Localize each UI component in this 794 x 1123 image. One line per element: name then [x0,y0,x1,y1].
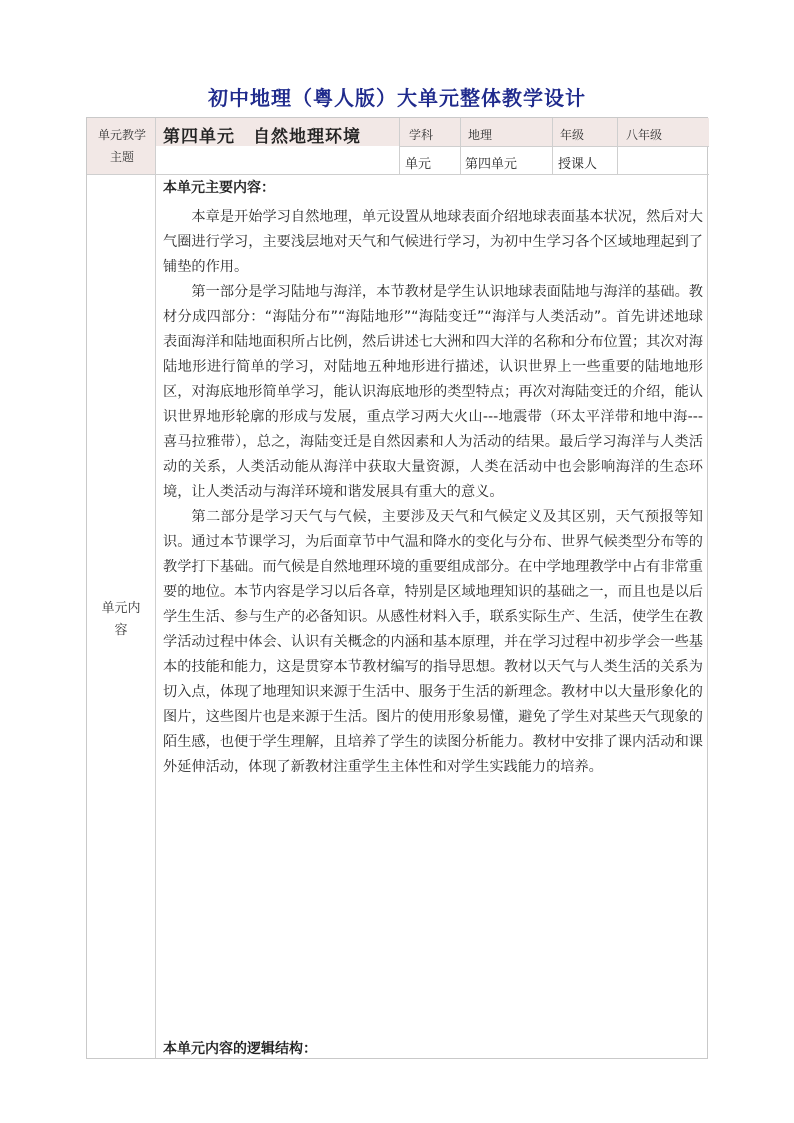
unit-label: 单元 [405,157,432,172]
teacher-label: 授课人 [558,157,598,172]
theme-label: 单元教学主题 [97,128,146,164]
page-title: 初中地理（粤人版）大单元整体教学设计 [208,86,586,110]
main-heading: 本单元主要内容： [163,180,275,196]
info-row-cell [399,118,709,146]
grade-value: 八年级 [626,128,663,142]
paragraph-part-two: 第二部分是学习天气与气候，主要涉及天气和气候定义及其区别，天气预报等知识。通过本节课学习，为后面章节中气温和降水的变化与分布、世界气候类型分布等的教学打下基础。而气候是自然地理环境的重要组成部分。在中学地理教学中占有非常重要的地位。本节内容是学习以后各章，特别是区域地理知识的基础之一，而且也是以后学生生活、参与生产的必备知识。从感性材料入手，联系实际生产、生活，使学生在教学活动过程中体会、认识有关概念的内涵和基本原理，并在学习过程中初步学会一些基本的技能和能力，这是贯穿本节教材编写的指导思想。教材以天气与人类生活的关系为切入点，体现了地理知识来源于生活中、服务于生活的新理念。教材中以大量形象化的图片，这些图片也是来源于生活。图片的使用形象易懂，避免了学生对某些天气现象的陌生感，也便于学生理解，且培养了学生的读图分析能力。教材中安排了课内活动和课外延伸活动，体现了新教材注重学生主体性和对学生实践能力的培养。 [163,509,703,775]
subject-value: 地理 [468,128,493,142]
content-label: 单元内容 [101,601,141,638]
grade-label: 年级 [560,128,585,142]
unit-value: 第四单元 [465,157,518,172]
logic-structure-heading: 本单元内容的逻辑结构： [163,1041,317,1057]
subject-label: 学科 [409,128,434,142]
paragraph-intro: 本章是开始学习自然地理，单元设置从地球表面介绍地球表面基本状况，然后对大气圈进行学习，主要浅层地对天气和气候进行学习，为初中生学习各个区域地理起到了铺垫的作用。 [163,209,703,275]
theme-value: 第四单元 自然地理环境 [163,127,361,147]
unit-content [163,176,703,780]
paragraph-part-one: 第一部分是学习陆地与海洋，本节教材是学生认识地球表面陆地与海洋的基础。教材分成四部分：“海陆分布”“海陆地形”“海陆变迁”“海洋与人类活动”。首先讲述地球表面海洋和陆地面积所占比例，然后讲述七大洲和四大洋的名称和分布位置；其次对海陆地形进行简单的学习，对陆地五种地形进行描述，认识世界上一些重要的陆地地形区，对海底地形简单学习，能认识海底地形的类型特点；再次对海陆变迁的介绍，能认识世界地形轮廓的形成与发展，重点学习两大火山---地震带（环太平洋带和地中海---喜马拉雅带），总之，海陆变迁是自然因素和人为活动的结果。最后学习海洋与人类活动的关系，人类活动能从海洋中获取大量资源，人类在活动中也会影响海洋的生态环境，让人类活动与海洋环境和谐发展具有重大的意义。 [163,284,703,500]
